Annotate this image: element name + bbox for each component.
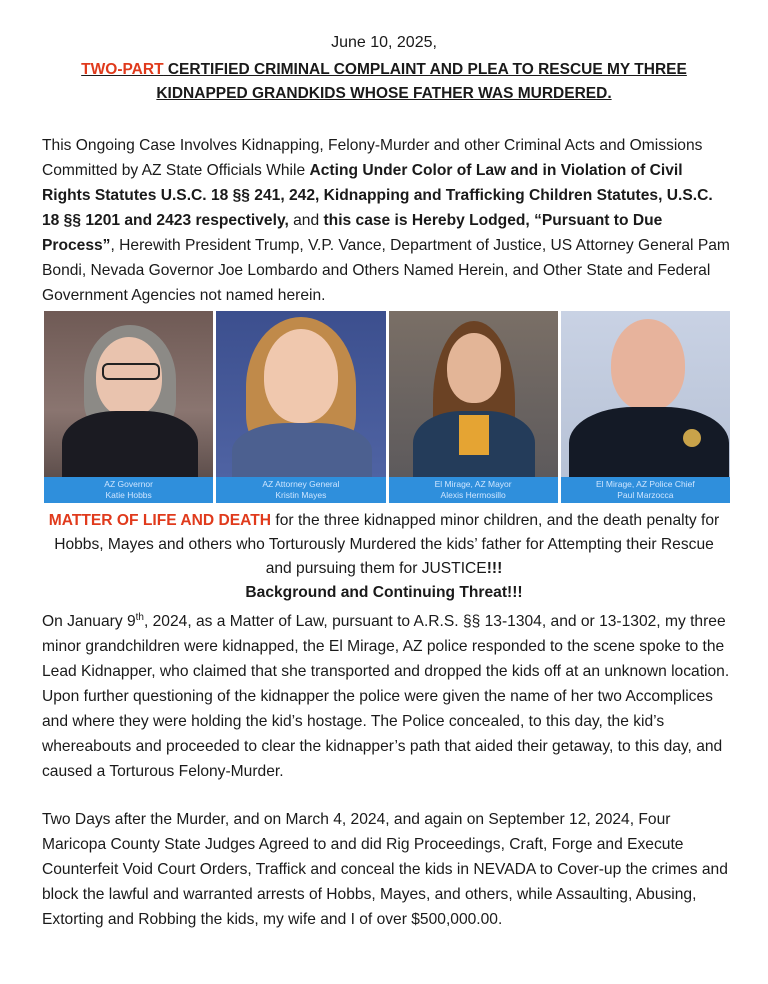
caption-line2: Paul Marzocca xyxy=(617,490,674,500)
photo-governor xyxy=(44,311,213,503)
life-death-text: for the three kidnapped minor children, and the death penalty for Hobbs, Mayes and others who Torturously Murdered the kids’ father for Attempting their Rescue and pursuing them for JUSTICE xyxy=(54,512,720,577)
para1-superscript: th xyxy=(135,611,144,623)
photo-governor-caption xyxy=(44,477,213,503)
life-and-death-statement xyxy=(44,509,724,581)
caption-line1: El Mirage, AZ Police Chief xyxy=(596,479,695,489)
intro-text-3: , Herewith President Trump, V.P. Vance, Department of Justice, US Attorney General Pam Bondi, Nevada Governor Joe Lombardo and Others Named Herein, and Other State and Federal Government Agencies not named herein. xyxy=(42,237,730,304)
photo-police-chief-caption xyxy=(561,477,730,503)
para1-start: On January 9 xyxy=(42,613,136,630)
caption-line2: Kristin Mayes xyxy=(275,490,327,500)
life-death-exclaim: !!! xyxy=(486,560,503,577)
photo-attorney-general-image xyxy=(216,311,385,477)
background-paragraph-1 xyxy=(42,609,734,784)
photo-governor-image xyxy=(44,311,213,477)
document-title xyxy=(40,58,728,106)
background-paragraph-2: Two Days after the Murder, and on March 4, 2024, and again on September 12, 2024, Four Maricopa County State Judges Agreed to and did Rig Proceedings, Craft, Forge and Execute Counterfeit Void Court Orders, Traffick and conceal the kids in NEVADA to Cover-up the crimes and block the lawful and warranted arrests of Hobbs, Mayes, and others, while Assaulting, Abusing, Extorting and Robbing the kids, my wife and I of over $500,000.00. xyxy=(42,811,728,928)
photo-mayor-caption xyxy=(389,477,558,503)
title-red-part: TWO-PART xyxy=(81,61,164,78)
photo-police-chief-image xyxy=(561,311,730,477)
intro-paragraph xyxy=(42,133,732,308)
intro-bold-2: this case is Hereby Lodged, “Pursuant to Due Process” xyxy=(42,212,663,254)
caption-line1: El Mirage, AZ Mayor xyxy=(434,479,512,489)
para1-rest: , 2024, as a Matter of Law, pursuant to A.R.S. §§ 13-1304, and or 13-1302, my three minor grandchildren were kidnapped, the El Mirage, AZ police responded to the scene spoke to the Lead Kidnapper, who claimed that she transported and dropped the kids off at an unknown location. Upon further questioning of the kidnapper the police were given the name of her two Accomplices and where they were holding the kid’s hostage. The Police concealed, to this day, the kid’s whereabouts and proceeded to clear the kidnapper’s path that aided their getaway, to this day, and caused a Torturous Felony-Murder. xyxy=(42,613,730,780)
caption-line1: AZ Attorney General xyxy=(262,479,340,489)
official-photos-row xyxy=(44,311,730,503)
photo-attorney-general-caption xyxy=(216,477,385,503)
photo-attorney-general xyxy=(216,311,385,503)
life-death-red-heading: MATTER OF LIFE AND DEATH xyxy=(48,512,272,529)
title-line1-rest: CERTIFIED CRIMINAL COMPLAINT AND PLEA TO RESCUE MY THREE xyxy=(163,61,687,78)
photo-mayor-image xyxy=(389,311,558,477)
photo-mayor xyxy=(389,311,558,503)
caption-line2: Alexis Hermosillo xyxy=(440,490,506,500)
intro-bold-1: Acting Under Color of Law and in Violation of Civil Rights Statutes U.S.C. 18 §§ 241, 242, Kidnapping and Trafficking Children Statutes, U.S.C. 18 §§ 1201 and 2423 respectively, xyxy=(42,162,713,229)
caption-line1: AZ Governor xyxy=(104,479,153,489)
background-heading: Background and Continuing Threat!!! xyxy=(245,584,523,601)
caption-line2: Katie Hobbs xyxy=(105,490,152,500)
intro-text-1: This Ongoing Case Involves Kidnapping, Felony-Murder and other Criminal Acts and Omissions Committed by AZ State Officials While xyxy=(42,137,703,179)
document-date: June 10, 2025, xyxy=(331,34,437,51)
intro-text-2: and xyxy=(288,212,324,229)
title-line2: KIDNAPPED GRANDKIDS WHOSE FATHER WAS MURDERED. xyxy=(156,85,612,102)
photo-police-chief xyxy=(561,311,730,503)
